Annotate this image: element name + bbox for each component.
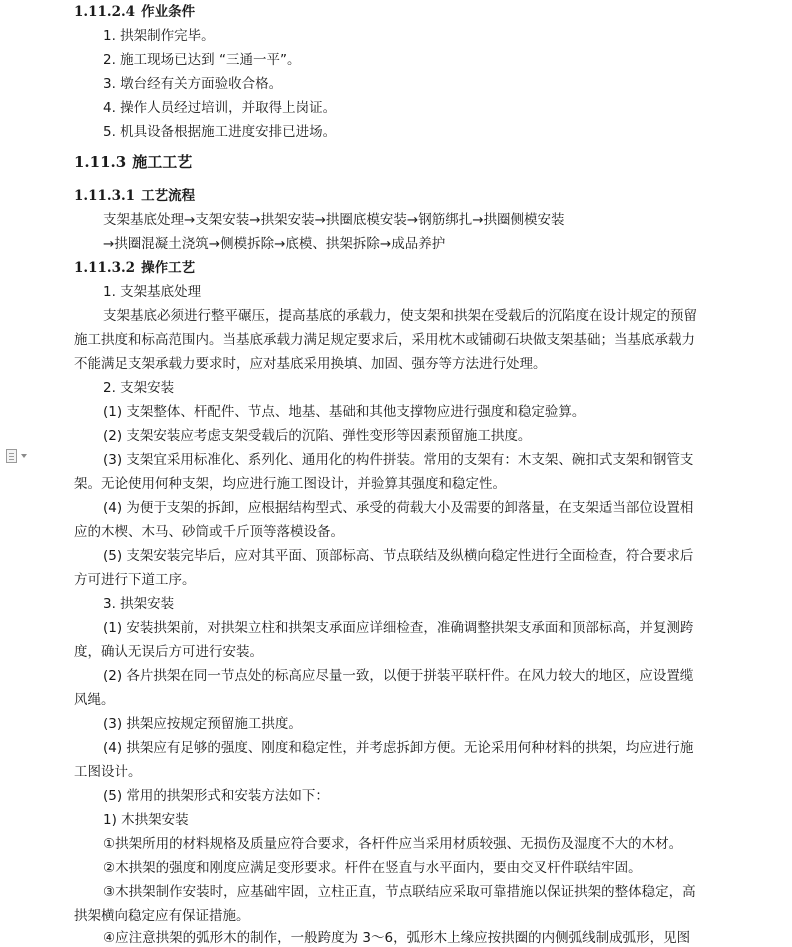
section-number: 1.11.2.4 xyxy=(74,4,136,20)
list-item: 2. 施工现场已达到 “三通一平”。 xyxy=(103,52,301,68)
chevron-down-icon xyxy=(21,454,27,458)
section-number: 1.11.3 xyxy=(74,153,127,171)
section-title: 施工工艺 xyxy=(132,153,193,171)
subheading: 2. 支架安装 xyxy=(103,380,175,396)
document-icon xyxy=(6,449,17,463)
section-title: 工艺流程 xyxy=(141,188,196,204)
paragraph-line: (5) 支架安装完毕后，应对其平面、顶部标高、节点联结及纵横向稳定性进行全面检查，符合要求后 xyxy=(103,548,694,564)
section-number: 1.11.3.2 xyxy=(74,260,136,276)
paragraph-line: ②木拱架的强度和刚度应满足变形要求。杆件在竖直与水平面内，要由交叉杆件联结牢固。 xyxy=(103,860,642,876)
paragraph-line: (3) 拱架应按规定预留施工拱度。 xyxy=(103,716,302,732)
subheading: 1. 支架基底处理 xyxy=(103,284,202,300)
paragraph-options-button[interactable] xyxy=(6,449,36,465)
paragraph-line: (4) 拱架应有足够的强度、刚度和稳定性，并考虑拆卸方便。无论采用何种材料的拱架，均应进行施 xyxy=(103,740,694,756)
section-heading-operation-process xyxy=(74,259,195,277)
section-title: 作业条件 xyxy=(141,4,196,20)
list-item: 5. 机具设备根据施工进度安排已进场。 xyxy=(103,124,337,140)
paragraph-line: 方可进行下道工序。 xyxy=(74,572,196,588)
section-heading-construction-process xyxy=(74,153,192,171)
paragraph-line: 拱架横向稳定应有保证措施。 xyxy=(74,908,250,924)
paragraph-line: 不能满足支架承载力要求时，应对基底采用换填、加固、强夯等方法进行处理。 xyxy=(74,356,547,372)
flow-line: →拱圈混凝土浇筑→侧模拆除→底模、拱架拆除→成品养护 xyxy=(103,236,446,252)
paragraph-line: (1) 安装拱架前，对拱架立柱和拱架支承面应详细检查，准确调整拱架支承面和顶部标高，并复测跨 xyxy=(103,620,694,636)
subheading: 1) 木拱架安装 xyxy=(103,812,189,828)
paragraph-line: ③木拱架制作安装时，应基础牢固，立柱正直，节点联结应采取可靠措施以保证拱架的整体稳定，高 xyxy=(103,884,696,900)
paragraph-line: (2) 各片拱架在同一节点处的标高应尽量一致，以便于拼装平联杆件。在风力较大的地区，应设置缆 xyxy=(103,668,694,684)
paragraph-line: 工图设计。 xyxy=(74,764,142,780)
section-number: 1.11.3.1 xyxy=(74,188,136,204)
list-item: 4. 操作人员经过培训，并取得上岗证。 xyxy=(103,100,337,116)
paragraph-line: (3) 支架宜采用标准化、系列化、通用化的构件拼装。常用的支架有：木支架、碗扣式支架和钢管支 xyxy=(103,452,694,468)
paragraph-line: (1) 支架整体、杆配件、节点、地基、基础和其他支撑物应进行强度和稳定验算。 xyxy=(103,404,586,420)
section-title: 操作工艺 xyxy=(141,260,196,276)
list-item: 3. 墩台经有关方面验收合格。 xyxy=(103,76,283,92)
paragraph-line: 施工拱度和标高范围内。当基底承载力满足规定要求后，采用枕木或铺砌石块做支架基础；当基底承载力 xyxy=(74,332,695,348)
subheading: 3. 拱架安装 xyxy=(103,596,175,612)
paragraph-line: ④应注意拱架的弧形木的制作，一般跨度为 3～6，弧形木上缘应按拱圈的内侧弧线制成弧形，见图 xyxy=(103,930,691,946)
section-heading-process-flow xyxy=(74,187,195,205)
paragraph-line: ①拱架所用的材料规格及质量应符合要求，各杆件应当采用材质较强、无损伤及湿度不大的木材。 xyxy=(103,836,683,852)
paragraph-line: 风绳。 xyxy=(74,692,115,708)
paragraph-line: 度，确认无误后方可进行安装。 xyxy=(74,644,263,660)
paragraph-line: (2) 支架安装应考虑支架受载后的沉陷、弹性变形等因素预留施工拱度。 xyxy=(103,428,532,444)
paragraph-line: (5) 常用的拱架形式和安装方法如下： xyxy=(103,788,329,804)
paragraph-line: 架。无论使用何种支架，均应进行施工图设计，并验算其强度和稳定性。 xyxy=(74,476,506,492)
paragraph-line: (4) 为便于支架的拆卸，应根据结构型式、承受的荷载大小及需要的卸落量，在支架适当部位设置相 xyxy=(103,500,694,516)
flow-line: 支架基底处理→支架安装→拱架安装→拱圈底模安装→钢筋绑扎→拱圈侧模安装 xyxy=(103,212,565,228)
paragraph-line: 支架基底必须进行整平碾压，提高基底的承载力，使支架和拱架在受载后的沉陷度在设计规定的预留 xyxy=(103,308,697,324)
list-item: 1. 拱架制作完毕。 xyxy=(103,28,215,44)
paragraph-line: 应的木楔、木马、砂筒或千斤顶等落模设备。 xyxy=(74,524,344,540)
section-heading-work-conditions xyxy=(74,3,195,21)
